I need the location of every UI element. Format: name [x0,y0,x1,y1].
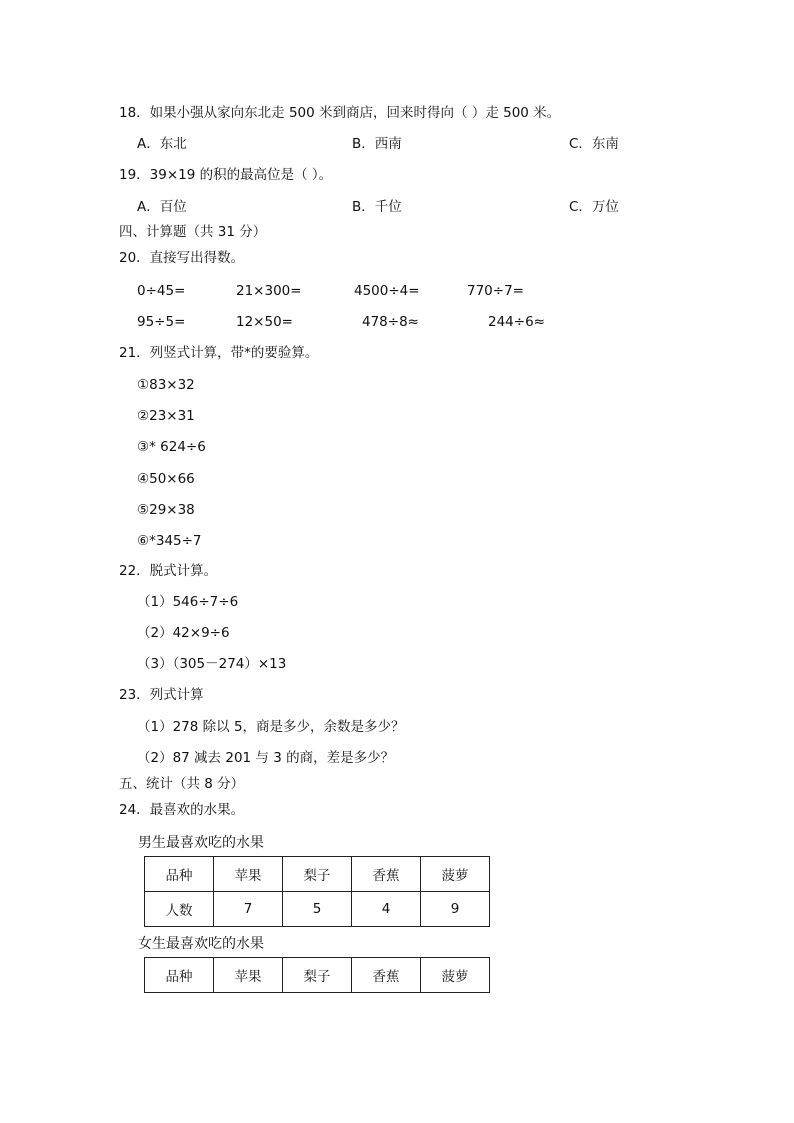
q19-option-a: A．百位 [137,199,187,215]
q18-option-a: A．东北 [137,136,187,152]
q18-option-c: C．东南 [569,136,619,152]
question-18-stem: 18．如果小强从家向东北走 500 米到商店，回来时得向（ ）走 500 米。 [119,105,561,121]
q21-item: ④50×66 [137,471,195,487]
q21-item: ②23×31 [137,408,195,424]
question-22-stem: 22．脱式计算。 [119,563,218,579]
q19-option-c: C．万位 [569,199,619,215]
q22-item: （3）（305－274）×13 [137,656,287,672]
table-cell: 9 [421,892,490,927]
q23-item: （1）278 除以 5，商是多少，余数是多少？ [137,719,405,735]
table-cell: 梨子 [283,857,352,892]
question-24-stem: 24．最喜欢的水果。 [119,802,245,818]
table-cell: 7 [214,892,283,927]
q21-item: ⑤29×38 [137,502,195,518]
q21-item: ⑥*345÷7 [137,533,202,549]
q20-item: 0÷45= [137,283,186,299]
table-cell: 5 [283,892,352,927]
table-cell: 人数 [145,892,214,927]
table-row [145,892,490,927]
q23-item: （2）87 减去 201 与 3 的商，差是多少？ [137,750,395,766]
question-19-stem: 19．39×19 的积的最高位是（ ）。 [119,167,333,183]
question-21-stem: 21．列竖式计算，带*的要验算。 [119,345,319,361]
section-4-heading: 四、计算题（共 31 分） [119,224,267,240]
table-row [145,958,490,993]
boys-table-caption: 男生最喜欢吃的水果 [138,835,264,851]
table-cell: 苹果 [214,958,283,993]
q21-item: ①83×32 [137,377,195,393]
question-23-stem: 23．列式计算 [119,687,204,703]
table-row [145,857,490,892]
boys-fruit-table [144,856,490,927]
q20-item: 478÷8≈ [362,314,419,330]
table-cell: 菠萝 [421,958,490,993]
question-20-stem: 20．直接写出得数。 [119,250,245,266]
table-cell: 苹果 [214,857,283,892]
q20-item: 770÷7= [467,283,524,299]
girls-fruit-table [144,957,490,993]
table-cell: 品种 [145,958,214,993]
section-5-heading: 五、统计（共 8 分） [119,776,245,792]
q18-option-b: B．西南 [352,136,402,152]
q22-item: （2）42×9÷6 [137,625,230,641]
table-cell: 品种 [145,857,214,892]
q20-item: 4500÷4= [354,283,420,299]
q21-item: ③* 624÷6 [137,439,206,455]
girls-table-caption: 女生最喜欢吃的水果 [138,936,264,952]
q20-item: 12×50= [236,314,293,330]
table-cell: 香蕉 [352,857,421,892]
q22-item: （1）546÷7÷6 [137,594,239,610]
q20-item: 244÷6≈ [488,314,545,330]
table-cell: 香蕉 [352,958,421,993]
q20-item: 95÷5= [137,314,186,330]
q20-item: 21×300= [236,283,302,299]
q19-option-b: B．千位 [352,199,402,215]
table-cell: 4 [352,892,421,927]
table-cell: 梨子 [283,958,352,993]
table-cell: 菠萝 [421,857,490,892]
